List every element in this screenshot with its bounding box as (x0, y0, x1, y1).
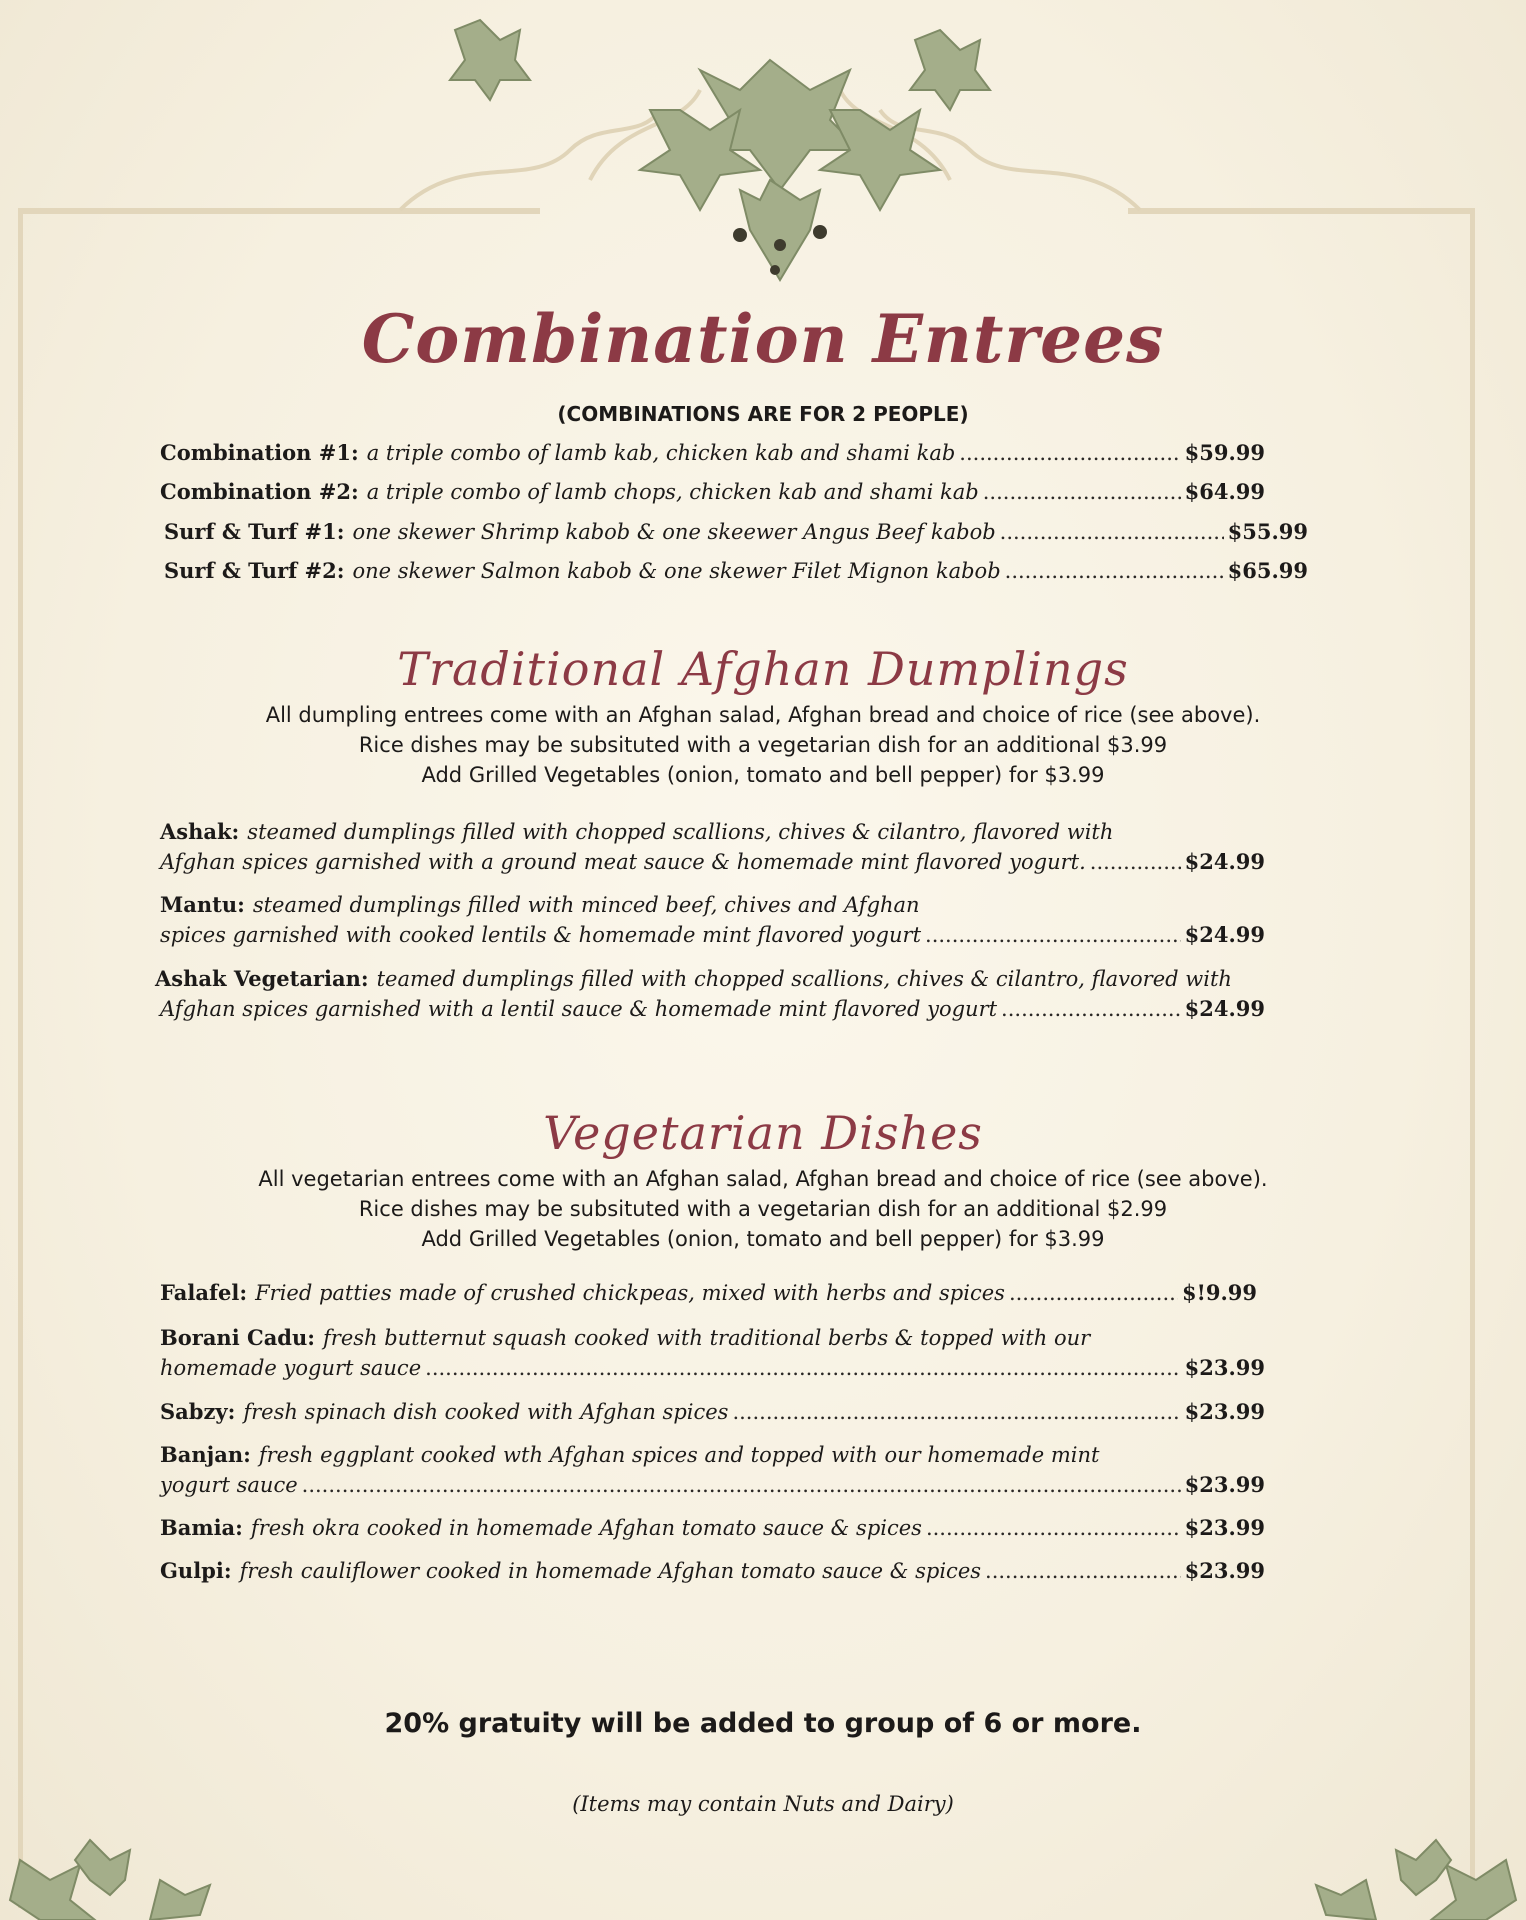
item-name: Combination #2: (160, 479, 359, 504)
item-price: $24.99 (1184, 849, 1265, 874)
item-description: fresh eggplant cooked wth Afghan spices and topped with our homemade mint (258, 1443, 1100, 1467)
frame-left-line (18, 208, 23, 1908)
menu-item-surf-turf-1 (164, 517, 1308, 547)
item-name: Gulpi: (160, 1558, 232, 1583)
item-description-cont: spices garnished with cooked lentils & homemade mint flavored yogurt (160, 923, 922, 947)
description-line: Add Grilled Vegetables (onion, tomato and bell pepper) for $3.99 (421, 763, 1105, 787)
item-description-cont: homemade yogurt sauce (160, 1356, 422, 1380)
item-description: fresh okra cooked in homemade Afghan tomato sauce & spices (250, 1516, 922, 1540)
item-price: $24.99 (1184, 996, 1265, 1021)
dumplings-description (0, 700, 1526, 790)
item-name: Borani Cadu: (160, 1325, 316, 1350)
item-description: Fried patties made of crushed chickpeas, mixed with herbs and spices (255, 1281, 1005, 1305)
ivy-leaves-ornament-bottom-right (1280, 1800, 1526, 1920)
description-line: Rice dishes may be subsituted with a vegetarian dish for an additional $2.99 (358, 1197, 1168, 1221)
item-description: fresh cauliflower cooked in homemade Afghan tomato sauce & spices (239, 1559, 982, 1583)
item-name: Ashak: (160, 819, 240, 844)
menu-item-combination-2 (160, 477, 1265, 507)
item-description-cont: yogurt sauce (160, 1473, 298, 1497)
item-price: $23.99 (1184, 1399, 1265, 1424)
menu-item-surf-turf-2 (164, 556, 1308, 586)
item-name: Surf & Turf #2: (164, 558, 345, 583)
item-price: $64.99 (1184, 479, 1265, 504)
item-price: $23.99 (1184, 1472, 1265, 1497)
item-description: fresh spinach dish cooked with Afghan spices (243, 1400, 729, 1424)
item-price: $65.99 (1227, 558, 1308, 583)
allergen-note: (Items may contain Nuts and Dairy) (572, 1792, 954, 1816)
item-description-cont: Afghan spices garnished with a lentil sauce & homemade mint flavored yogurt (160, 997, 998, 1021)
description-line: Add Grilled Vegetables (onion, tomato and bell pepper) for $3.99 (421, 1227, 1105, 1251)
frame-right-line (1470, 208, 1475, 1908)
menu-item-ashak (160, 817, 1265, 877)
frame-top-right-line (1128, 208, 1474, 214)
section-title-dumplings: Traditional Afghan Dumplings (397, 642, 1129, 696)
item-description-cont: Afghan spices garnished with a ground meat sauce & homemade mint flavored yogurt. (160, 850, 1086, 874)
item-description: steamed dumplings filled with minced beef, chives and Afghan (252, 893, 920, 917)
menu-item-sabzy (160, 1397, 1265, 1427)
menu-item-banjan (160, 1440, 1265, 1500)
item-name: Bamia: (160, 1515, 243, 1540)
item-name: Falafel: (160, 1280, 248, 1305)
section-title-vegetarian: Vegetarian Dishes (543, 1106, 983, 1160)
item-description: one skewer Salmon kabob & one skewer Filet Mignon kabob (352, 559, 1001, 583)
item-name: Sabzy: (160, 1399, 236, 1424)
item-description: steamed dumplings filled with chopped scallions, chives & cilantro, flavored with (247, 820, 1114, 844)
item-description: one skewer Shrimp kabob & one skeewer Angus Beef kabob (352, 520, 996, 544)
item-price: $23.99 (1184, 1558, 1265, 1583)
item-name: Banjan: (160, 1442, 251, 1467)
section-title-combination-entrees: Combination Entrees (361, 300, 1165, 378)
menu-item-bamia (160, 1513, 1265, 1543)
item-description: a triple combo of lamb kab, chicken kab and shami kab (366, 441, 956, 465)
gratuity-notice: 20% gratuity will be added to group of 6 or more. (384, 1708, 1142, 1739)
item-name: Combination #1: (160, 440, 359, 465)
vegetarian-description (0, 1164, 1526, 1254)
item-price: $23.99 (1184, 1355, 1265, 1380)
menu-item-gulpi (160, 1556, 1265, 1586)
item-price: $59.99 (1184, 440, 1265, 465)
item-description: a triple combo of lamb chops, chicken kab and shami kab (366, 480, 979, 504)
item-price: $24.99 (1184, 922, 1265, 947)
description-line: All dumpling entrees come with an Afghan salad, Afghan bread and choice of rice (see above). (265, 703, 1261, 727)
ivy-leaves-ornament-bottom-left (0, 1800, 240, 1920)
menu-item-falafel (160, 1278, 1257, 1308)
menu-item-borani-cadu (160, 1323, 1265, 1383)
item-description: fresh butternut squash cooked with traditional berbs & topped with our (323, 1326, 1091, 1350)
description-line: Rice dishes may be subsituted with a vegetarian dish for an additional $3.99 (358, 733, 1168, 757)
ivy-leaves-ornament-top (380, 0, 1160, 300)
menu-item-ashak-vegetarian (155, 964, 1265, 1024)
item-price: $55.99 (1227, 519, 1308, 544)
item-description: teamed dumplings filled with chopped scallions, chives & cilantro, flavored with (376, 967, 1232, 991)
item-price: $23.99 (1184, 1515, 1265, 1540)
menu-item-mantu (160, 890, 1265, 950)
item-name: Mantu: (160, 892, 245, 917)
item-name: Ashak Vegetarian: (155, 966, 369, 991)
combinations-subtitle: (COMBINATIONS ARE FOR 2 PEOPLE) (557, 402, 969, 426)
item-price: $!9.99 (1182, 1280, 1257, 1305)
description-line: All vegetarian entrees come with an Afghan salad, Afghan bread and choice of rice (see above). (258, 1167, 1268, 1191)
menu-item-combination-1 (160, 438, 1265, 468)
item-name: Surf & Turf #1: (164, 519, 345, 544)
